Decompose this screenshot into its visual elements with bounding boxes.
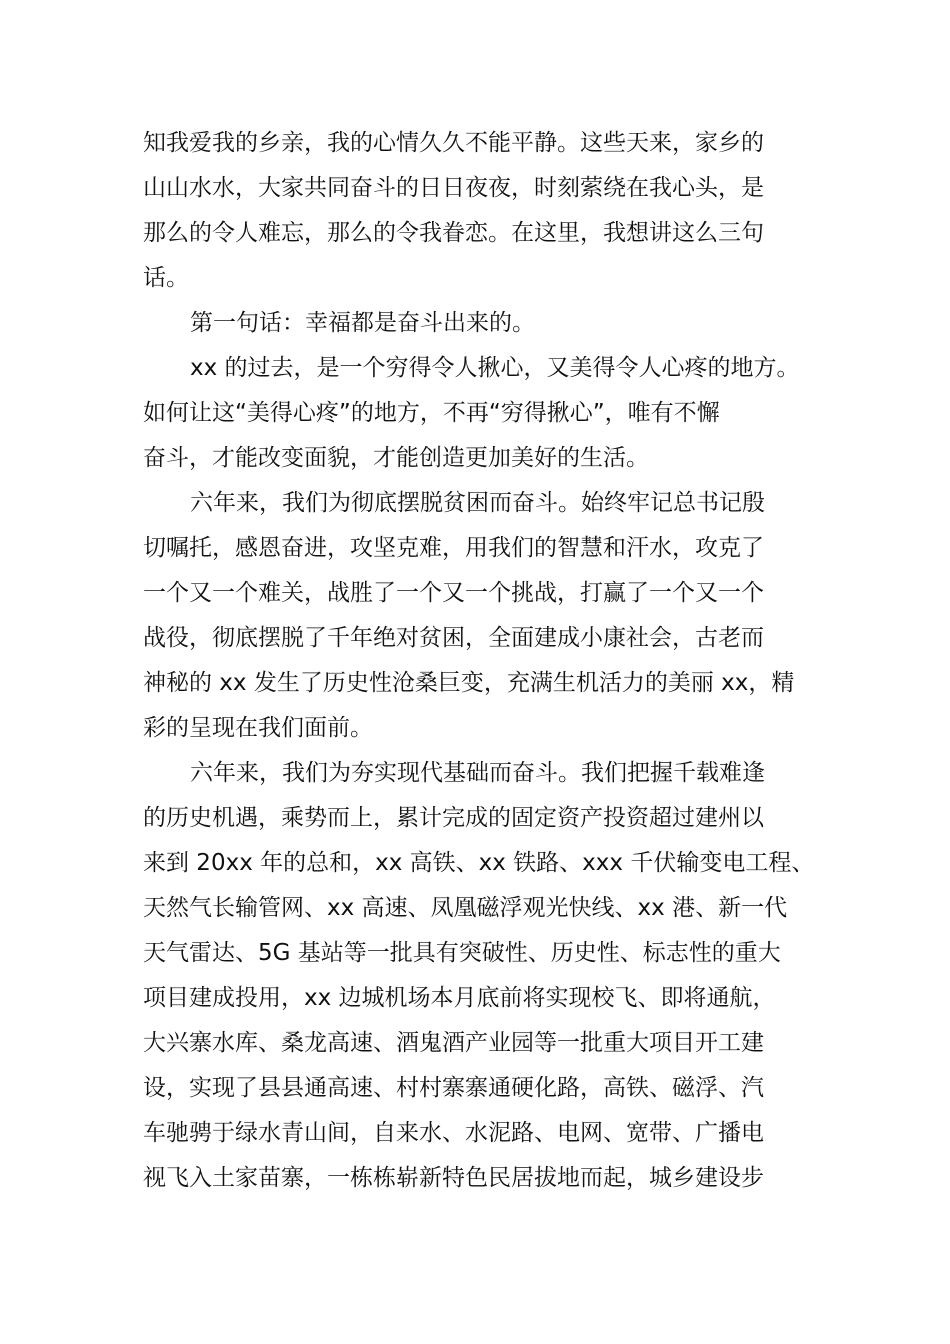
text-line: 车驰骋于绿水青山间，自来水、水泥路、电网、宽带、广播电 (143, 1120, 764, 1146)
text-line: 视飞入土家苗寨，一栋栋崭新特色民居拔地而起，城乡建设步 (143, 1165, 764, 1191)
text-line: 的历史机遇，乘势而上，累计完成的固定资产投资超过建州以 (143, 805, 764, 831)
text-line: 六年来，我们为夯实现代基础而奋斗。我们把握千载难逢 (190, 760, 765, 786)
text-line: 战役，彻底摆脱了千年绝对贫困，全面建成小康社会，古老而 (143, 625, 764, 651)
text-line: 如何让这“美得心疼”的地方，不再“穷得揪心”，唯有不懈 (143, 400, 720, 426)
text-line: 六年来，我们为彻底摆脱贫困而奋斗。始终牢记总书记殷 (190, 490, 765, 516)
text-line: 山山水水，大家共同奋斗的日日夜夜，时刻萦绕在我心头，是 (143, 175, 764, 201)
text-line: 奋斗，才能改变面貌，才能创造更加美好的生活。 (143, 445, 649, 471)
section-heading: 第一句话：幸福都是奋斗出来的。 (190, 310, 535, 336)
text-line: 天然气长输管网、xx 高速、凤凰磁浮观光快线、xx 港、新一代 (143, 895, 788, 921)
text-line: 来到 20xx 年的总和，xx 高铁、xx 铁路、xxx 千伏输变电工程、 (143, 850, 815, 876)
text-line: 一个又一个难关，战胜了一个又一个挑战，打赢了一个又一个 (143, 580, 764, 606)
text-line: 项目建成投用，xx 边城机场本月底前将实现校飞、即将通航， (143, 985, 776, 1011)
text-line: xx 的过去，是一个穷得令人揪心，又美得令人心疼的地方。 (190, 355, 800, 381)
text-line: 那么的令人难忘，那么的令我眷恋。在这里，我想讲这么三句 (143, 220, 764, 246)
text-line: 大兴寨水库、桑龙高速、酒鬼酒产业园等一批重大项目开工建 (143, 1030, 764, 1056)
text-line: 切嘱托，感恩奋进，攻坚克难，用我们的智慧和汗水，攻克了 (143, 535, 764, 561)
text-line: 设，实现了县县通高速、村村寨寨通硬化路，高铁、磁浮、汽 (143, 1075, 764, 1101)
text-line: 彩的呈现在我们面前。 (143, 715, 373, 741)
text-line: 知我爱我的乡亲，我的心情久久不能平静。这些天来，家乡的 (143, 130, 764, 156)
text-line: 天气雷达、5G 基站等一批具有突破性、历史性、标志性的重大 (143, 940, 781, 966)
text-line: 神秘的 xx 发生了历史性沧桑巨变，充满生机活力的美丽 xx，精 (143, 670, 795, 696)
text-line: 话。 (143, 265, 189, 291)
document-page (143, 121, 815, 1201)
